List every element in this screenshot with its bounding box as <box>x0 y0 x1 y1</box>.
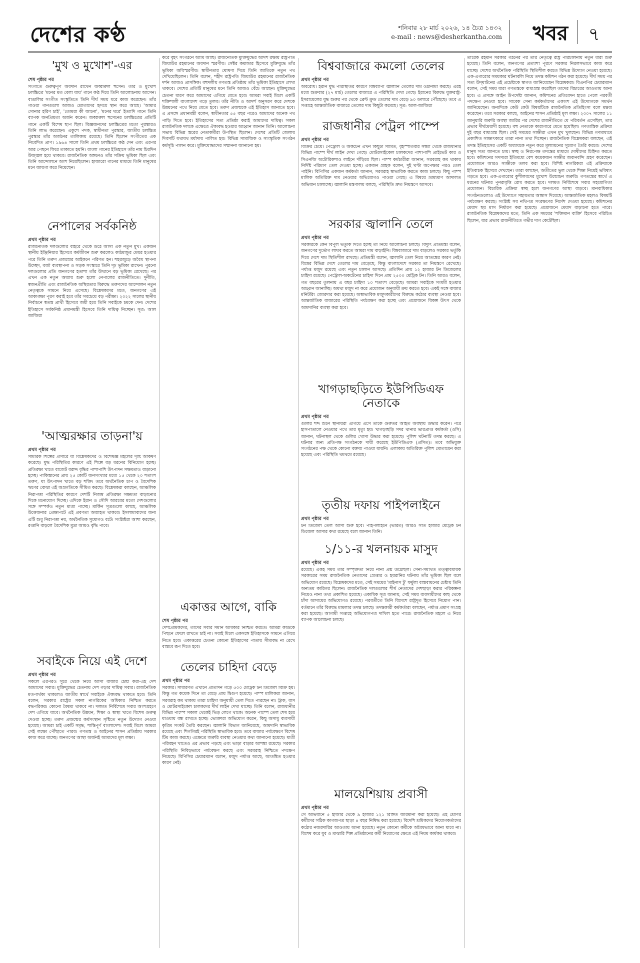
story-body: সরকার। সাধারণত এখানে প্রতিদিন গড়ে ৫০০ মেট্রিক টন ডিজেল বিক্রি হয়। কিন্তু গত কয়েক দিনে তা বেড়ে প্রায় দ্বিগুণ হয়েছে। পাম্প মালিকরা জানান, সরবরাহ কম থাকায় তারা চাহিদা অনুযায়ী তেল দিতে পারছেন না। ট্রাক, বাস ও মোটরসাইকেল চালকদের দীর্ঘ লাইন দেখা যাচ্ছে। তিনি বলেন, রাজধানীর বিভিন্ন পাম্পে সকাল থেকেই ভিড় লেগে থাকে। অনেক পাম্পে তেল শেষ হয়ে যাওয়ায় বন্ধ রাখতে হচ্ছে। ভোক্তারা অভিযোগ করেন, কিছু অসাধু ব্যবসায়ী কৃত্রিম সংকট তৈরি করছেন। জ্বালানি বিভাগ জানিয়েছে, আমদানি স্বাভাবিক রয়েছে এবং শিগগিরই পরিস্থিতি স্বাভাবিক হবে। তবে বাজার পর্যবেক্ষণে বিশেষ টিম কাজ করছে। এক্ষেত্রে জরুরি ব্যবস্থা নেওয়ার কথা জানানো হয়েছে। যাত্রী পরিবহন খাতেও এর প্রভাব পড়ছে এবং ভাড়া বাড়ার আশঙ্কা রয়েছে। সরকার পরিস্থিতি নিবিড়ভাবে পর্যবেক্ষণ করছে এবং সরবরাহ নিশ্চিতে পদক্ষেপ নিয়েছে। বিপিসির চেয়ারম্যান বলেন, মজুদ পর্যাপ্ত আছে, আতঙ্কিত হওয়ার কারণ নেই। <box>162 686 295 766</box>
story-body: সামরিক শিল্পের প্রসারে যা বিশ্লেষকদের ও বিশেষজ্ঞ মহলের দৃষ্টি আকর্ষণ করেছে। যুদ্ধ পরিস্থিতির কারণে এই শিল্পে বড় ধরনের বিনিয়োগ হচ্ছে। প্রতিরক্ষা খাতে বাজেট বরাদ্দ বৃদ্ধির পাশাপাশি উৎপাদন সক্ষমতাও বাড়ানো হচ্ছে। পাকিস্তানের প্রায় ২৫ কোটি জনসংখ্যার মধ্যে ১৫ থেকে ২০ শতাংশ তরুণ, যা উৎপাদন খাতে বড় শক্তি। তবে অর্থনৈতিক চাপ ও বৈদেশিক ঋণের বোঝা এই অগ্রগতিকে সীমিত করছে। বিশ্লেষকরা বলছেন, আঞ্চলিক নিরাপত্তা পরিস্থিতির কারণে দেশটি নিজস্ব প্রতিরক্ষা সক্ষমতা বাড়ানোর দিকে মনোযোগ দিচ্ছে। এদিকে ইরান ও সৌদি আরবের মতো দেশগুলোর সঙ্গে সম্পর্কও নতুন মাত্রা পাচ্ছে। মার্কিন সূত্রগুলো বলছে, আঞ্চলিক উত্তেজনার প্রেক্ষাপটে এই প্রবণতা অব্যাহত থাকবে। ইসলামাবাদের জন্য এটি শুধু নিরাপত্তা নয়, অর্থনৈতিক সুযোগও বটে। সংশ্লিষ্টরা আশা করছেন, রপ্তানি বাড়লে বৈদেশিক মুদ্রা আয়ও বৃদ্ধি পাবে। <box>28 455 156 529</box>
story-one-eleven <box>301 542 461 783</box>
story-body: বিক্রির চেয়ে। পেট্রোল ও অকটেন এখন কিছুটা সীমিত, বৃহস্পতিবার সন্ধ্যা থেকে রাজধানীর বিভিন্ন পাম্পে দীর্ঘ লাইন দেখা গেছে। মোটরসাইকেল চালকদের পাশাপাশি প্রাইভেট কার ও সিএনজি অটোরিকশাও লাইনে দাঁড়িয়ে ছিল। পাম্প কর্মচারীরা জানান, সরবরাহ কম থাকায় নির্দিষ্ট পরিমাণ তেল দেওয়া হচ্ছে। একজন গ্রাহক বলেন, দুই ঘণ্টা অপেক্ষার পরও তেল পাইনি। বিপিসির একজন কর্মকর্তা জানান, সরবরাহ স্বাভাবিক করতে কাজ চলছে। কিছু পাম্প মালিক অতিরিক্ত দাম নেওয়ার অভিযোগও পাওয়া গেছে। এ বিষয়ে ভ্রাম্যমাণ আদালত অভিযান চালাচ্ছে। জ্বালানি মন্ত্রণালয় বলছে, পরিস্থিতি দ্রুত নিয়ন্ত্রণে আসবে। <box>301 145 461 188</box>
jump-label: প্রথম পৃষ্ঠার পর <box>301 236 329 241</box>
story-sarkar-jalani <box>301 217 461 378</box>
jump-label: প্রথম পৃষ্ঠার পর <box>301 78 329 83</box>
headline[interactable]: তৃতীয় দফায় পাইপলাইনে <box>321 498 441 512</box>
story-tritiyo-dofa <box>301 498 461 538</box>
story-sobaike-niye <box>28 654 156 865</box>
jump-label: প্রথম পৃষ্ঠার পর <box>301 517 329 522</box>
headline[interactable]: নেপালের সর্বকনিষ্ঠ <box>47 219 137 233</box>
story-mukh-o-mukhosh <box>28 59 156 215</box>
story-body: সে অভিযানে ৫ হাজার থেকে ৯ হাজার ১২১ রিঙ্গিত জরিমানা করা হয়েছে। এই শ্রেণির কর্মীদের সঠিক কাগজপত্র ছাড়া ৪ বছর নিষিদ্ধ করা হয়েছে। বিদেশি শ্রমিকদের নিয়োগকর্তাদের কঠোর নজরদারির আওতায় আনা হয়েছে। নতুন কোনো কর্মীকে অবৈধভাবে আনা যাবে না। বিশেষ করে যুব ও মাঝারি শিল্প প্রতিষ্ঠানের কর্মী নিয়োগের ক্ষেত্রে এই নিয়ম কার্যকর থাকবে। <box>301 813 461 837</box>
column-divider <box>298 58 299 948</box>
jump-label: প্রথম পৃষ্ঠার পর <box>301 415 329 420</box>
divider <box>577 20 578 44</box>
masthead-meta <box>391 24 502 42</box>
story-nepal <box>28 219 156 425</box>
story-body: দেশপ্রেমিকদের, তাদের সবার সমান অধিকার নিশ্চিত করতে। আমরা কাউকে পিছনে ফেলে রাখতে চাই না। সবাই মিলে একসঙ্গে ইতিহাসকে সামনে এগিয়ে নিতে হবে। একাত্তরের চেতনা কোনো ইতিহাসের পাতায় সীমাবদ্ধ না রেখে বাস্তবে রূপ দিতে হবে। <box>162 626 295 650</box>
story-body: টন ডিজেল তেল আসা শুরু হবে। পাইপলাইনে (ভারত) আরও সাত হাজার মেট্রিক টন ডিজেল আসার কথা রয়েছে বলে জানান তিনি। <box>301 524 461 536</box>
headline[interactable]: বিশ্ববাজারে কমলো তেলের <box>317 59 445 73</box>
jump-label: প্রথম পৃষ্ঠার পর <box>28 673 56 678</box>
story-body: সরকারকে কেন বিপুল ভর্তুকি দিতে হচ্ছে তা নিয়ে আলোচনা চলছে। বিদ্যুৎ প্রতিমন্ত্রী বলেন, জনগণের দুর্ভোগ লাঘব করতে আমরা দাম বাড়াইনি। বিশ্ববাজারে দাম বাড়লেও সরকার ভর্তুকি দিয়ে দেশে দাম স্থিতিশীল রাখছে। প্রতিমন্ত্রী বলেন, জ্বালানি তেল নিয়ে আতঙ্কের কারণ নেই। বিশ্বের বিভিন্ন দেশে তেলের দাম বেড়েছে, কিন্তু বাংলাদেশে সরকার তা নিয়ন্ত্রণে রেখেছে। পর্যাপ্ত মজুদ রয়েছে এবং নতুন চালান আসছে। প্রতিদিন প্রায় ১২ হাজার টন ডিজেলের চাহিদা রয়েছে। পেট্রোল-অকটেনের চাহিদা দিনে প্রায় ২৫০০ মেট্রিক টন। তিনি আরও বলেন, গত বছরের তুলনায় এ বছর চাহিদা ১০ শতাংশ বেড়েছে। আমরা সবাইকে সংযমী হওয়ার আহ্বান জানাচ্ছি। অযথা মজুদ না করে প্রয়োজন অনুযায়ী ক্রয় করতে হবে। একই সঙ্গে বাজার মনিটরিং জোরদার করা হয়েছে। অস্বাভাবিক মজুদকারীদের বিরুদ্ধে কঠোর ব্যবস্থা নেওয়া হবে। আন্তর্জাতিক বাজারের পরিস্থিতি পর্যবেক্ষণ করা হচ্ছে এবং প্রয়োজনে বিকল্প উৎস থেকে আমদানির ব্যবস্থা করা হবে। <box>301 243 461 311</box>
column-1 <box>28 56 156 956</box>
column-divider <box>159 58 160 948</box>
story-continuation <box>467 56 612 926</box>
story-body: সকলে এরপরও সুরে থেকে নিয়ে আসা বাজার চেষ্টা করা-এই দেশ আমাদের সবার। মুক্তিযুদ্ধের চেতনায় দেশ গড়ার দায়িত্ব সবার। রাজনৈতিক মতপার্থক্য থাকলেও জাতীয় স্বার্থে সবাইকে ঐক্যবদ্ধ থাকতে হবে। তিনি বলেন, সরকার রাষ্ট্রের সকল নাগরিকের অধিকার নিশ্চিত করতে বদ্ধপরিকর। কোনো বৈষম্য থাকবে না। দলমত নির্বিশেষে সবার অংশগ্রহণে দেশ এগিয়ে যাবে। অর্থনৈতিক উন্নয়ন, শিক্ষা ও স্বাস্থ্য খাতে বিশেষ গুরুত্ব দেওয়া হচ্ছে। তরুণ প্রজন্মের কর্মসংস্থান সৃষ্টিতে নতুন উদ্যোগ নেওয়া হয়েছে। আমরা চাই একটি সমৃদ্ধ, শান্তিপূর্ণ বাংলাদেশ। সবাই মিলে আমরা সেই লক্ষ্যে পৌঁছাতে পারব। গণতন্ত্র ও আইনের শাসন প্রতিষ্ঠায় সরকার কাজ করে যাচ্ছে। জনগণের আস্থা অর্জনই আমাদের মূল লক্ষ্য। <box>28 680 156 742</box>
headline[interactable]: সরকার জ্বালানি তেলে <box>328 217 434 231</box>
column-2 <box>162 56 295 956</box>
story-malaysia <box>301 787 461 863</box>
jump-label: প্রথম পৃষ্ঠার পর <box>162 679 190 684</box>
jump-label: শেষ পৃষ্ঠার পর <box>162 619 188 624</box>
jump-label: প্রথম পৃষ্ঠার পর <box>28 448 56 453</box>
story-body: তারেক রহমান সরকার গঠনের পর তাঁর নেতৃত্বে রাষ্ট্র পরিচালনায় নতুন ধারা শুরু হয়েছে। তিনি বলেন, জনগণের প্রত্যাশা পূরণে সরকার নিরলসভাবে কাজ করে যাচ্ছে। দেশের অর্থনৈতিক পরিস্থিতি স্থিতিশীল করতে বিভিন্ন উদ্যোগ নেওয়া হয়েছে। এক-এগারোর সময়কার ঘটনাবলি নিয়ে তদন্ত কমিশন গঠন করা হয়েছে। দীর্ঘ সময় পর সত্য উদ্‌ঘাটনের এই প্রচেষ্টাকে স্বাগত জানিয়েছেন বিশ্লেষকরা। বিএনপির চেয়ারম্যান বলেন, সেই সময় যারা গণতন্ত্রকে বাধাগ্রস্ত করেছিল তাদের বিচারের আওতায় আনা হবে। এ প্রসঙ্গে আইন উপদেষ্টা জানান, কমিশনের প্রতিবেদন হাতে পেলে পরবর্তী পদক্ষেপ নেওয়া হবে। সাবেক সেনা কর্মকর্তাদের একাংশ এই উদ্যোগকে সমর্থন জানিয়েছেন। অন্যদিকে কেউ কেউ বিষয়টিকে রাজনৈতিক প্রতিহিংসা বলে মন্তব্য করেছেন। তবে সরকার বলছে, আইনের শাসন প্রতিষ্ঠাই মূল লক্ষ্য। ২০০৭ সালের ১১ জানুয়ারি জরুরি অবস্থা জারির পর দেশের রাজনীতিতে যে পরিবর্তন এসেছিল, তার প্রভাব দীর্ঘমেয়াদী হয়েছে। বহু নেতাকে কারাগারে যেতে হয়েছিল। গণতান্ত্রিক প্রক্রিয়া দুই বছর বাধাগ্রস্ত ছিল। সেই সময়ের সাক্ষীরা এখন মুখ খুলছেন। বিভিন্ন গণমাধ্যমে প্রকাশিত সাক্ষাৎকারে তারা নানা তথ্য দিচ্ছেন। রাজনৈতিক বিশ্লেষকরা বলছেন, এই তদন্ত ইতিহাসের একটি অধ্যায়কে নতুন করে মূল্যায়নের সুযোগ তৈরি করবে। দেশের মানুষ সত্য জানতে চায়। স্বচ্ছ ও নিরপেক্ষ তদন্তের মাধ্যমে দোষীদের চিহ্নিত করতে হবে। কমিশনের সদস্যরা ইতিমধ্যে বেশ কয়েকজন সাক্ষীর জবানবন্দি গ্রহণ করেছেন। প্রয়োজনে আরও সাক্ষীকে তলব করা হবে। বিশিষ্ট নাগরিকরা এই প্রক্রিয়াকে ইতিবাচক হিসেবে দেখছেন। তারা বলছেন, অতীতের ভুল থেকে শিক্ষা নিয়েই ভবিষ্যৎ গড়তে হবে। এক-এগারোর কুশীলবদের মুখোশ উন্মোচন জরুরি। গণতন্ত্রের স্বার্থে এ ধরনের ঘটনার পুনরাবৃত্তি রোধ করতে হবে। দলমত নির্বিশেষে সবার সহযোগিতা প্রয়োজন। বিচারিক প্রক্রিয়া স্বচ্ছ হলে জনগণের আস্থা বাড়বে। মানবাধিকার সংগঠনগুলোও এই উদ্যোগে সহায়তার আশ্বাস দিয়েছে। আন্তর্জাতিক মহলও বিষয়টি পর্যবেক্ষণ করছে। সংশ্লিষ্ট সব নথিপত্র সংরক্ষণের নির্দেশ দেওয়া হয়েছে। কমিশনের মেয়াদ ছয় মাস নির্ধারণ করা হয়েছে। প্রয়োজনে মেয়াদ বাড়ানো হতে পারে। রাজনৈতিক বিশ্লেষকদের মতে, তিনি এক সময়ের 'শক্তিমান ব্যক্তি' হিসেবে পরিচিত ছিলেন, যার প্রভাব রাজনীতিতে গভীর দাগ কেটেছিল। <box>467 56 612 224</box>
jump-label: শেষ পৃষ্ঠার পর <box>28 78 54 83</box>
column-4 <box>467 56 612 936</box>
newspaper-logo: দেশের কণ্ঠ <box>30 22 126 48</box>
column-divider <box>464 58 465 948</box>
story-ekattor <box>162 600 295 656</box>
headline[interactable]: ১/১১-র খলনায়ক মাসুদ <box>324 542 438 556</box>
story-rajdhani-petrol <box>301 119 461 213</box>
story-khagrachari <box>301 382 461 494</box>
headline[interactable]: তেলের চাহিদা বেড়ে <box>180 660 277 674</box>
headline[interactable]: খাগড়াছড়িতে ইউপিডিএফ নেতাকে <box>318 382 444 410</box>
jump-label: প্রথম পৃষ্ঠার পর <box>301 806 329 811</box>
contact-email: e-mail : news@desherkantha.com <box>391 33 502 41</box>
story-body: করে বৃহৎ সংগঠনে আমি আছি। রাজনৈতিক মুক্তিযুদ্ধের আদর্শ রক্ষায় রাষ্ট্রপতি জিয়াউর রহমানের অবদান স্মরণীয়। সেক্টর কমান্ডার হিসেবে মুক্তিযুদ্ধে তাঁর ভূমিকা অবিস্মরণীয়। স্বাধীনতার ঘোষণা দিয়ে তিনি জাতিকে নতুন পথ দেখিয়েছিলেন। তিনি বলেন, শহীদ রাষ্ট্রপতি জিয়াউর রহমানের রাজনৈতিক দর্শন আজও প্রাসঙ্গিক। বহুদলীয় গণতন্ত্র প্রতিষ্ঠায় তাঁর ভূমিকা ইতিহাসে লেখা থাকবে। দেশের প্রতিটি মানুষের মনে তিনি আজও বেঁচে আছেন। মুক্তিযুদ্ধের চেতনা ধারণ করে আমাদের এগিয়ে যেতে হবে। আমরা সবাই মিলে একটি শক্তিশালী বাংলাদেশ গড়ে তুলব। তাঁর নীতি ও আদর্শ অনুসরণ করে দেশকে উন্নয়নের পথে নিয়ে যেতে হবে। তরুণ প্রজন্মকে এই ইতিহাস জানাতে হবে। এ প্রসঙ্গে প্রধানমন্ত্রী বলেন, স্বাধীনতার ৫৫ বছর পরেও আমাদের অনেক পথ পাড়ি দিতে হবে। ইতিহাসের সত্য প্রতিষ্ঠা করাই আমাদের দায়িত্ব। সকল রাজনৈতিক দলকে এক্ষেত্রে ঐক্যবদ্ধ হওয়ার আহ্বান জানান তিনি। আলোচনা সভায় বিভিন্ন স্তরের নেতাকর্মীরা উপস্থিত ছিলেন। দেশের প্রতিটি জেলায় দিবসটি যথাযথ মর্যাদায় পালিত হয়। বিভিন্ন সামাজিক ও সাংস্কৃতিক সংগঠন কর্মসূচি পালন করে। মুক্তিযোদ্ধাদের সম্মাননা জানানো হয়। <box>162 56 295 149</box>
story-tel-chahida <box>162 660 295 836</box>
masthead <box>28 14 612 52</box>
column-3 <box>301 56 461 956</box>
section-title: খবর <box>532 21 568 45</box>
story-body: গুলির শব্দ শুনে স্থানীয়রা এগিয়ে এসে তাকে গুরুতর আহত অবস্থায় উদ্ধার করেন। পরে হাসপাতালে নেওয়ার পথে তার মৃত্যু হয়। খাগড়াছড়ি সদর থানার ভারপ্রাপ্ত কর্মকর্তা (ওসি) জানান, ঘটনাস্থল থেকে গুলির খোসা উদ্ধার করা হয়েছে। পুলিশ ঘটনাটি তদন্ত করছে। এ ঘটনার জন্য প্রতিপক্ষ সংগঠনকে দায়ী করেছে ইউপিডিএফ (প্রসিত)। তবে অভিযুক্ত সংগঠনের পক্ষ থেকে কোনো বক্তব্য পাওয়া যায়নি। এলাকায় অতিরিক্ত পুলিশ মোতায়েন করা হয়েছে এবং পরিস্থিতি থমথমে রয়েছে। <box>301 422 461 459</box>
story-body: সংগীতে গুরুত্বপূর্ণ অবদান রাখেন জব্বারুল হুসেন। তার ও মুখোশ চলচ্চিত্রে 'মনের মত বেলা যায়' গানে কণ্ঠ দিয়ে তিনি আলোচনায় আসেন। বাঙালির সংগীত সংস্কৃতিতে তিনি দীর্ঘ সময় ধরে কাজ করেছেন। তাঁর গাওয়া গানগুলো আজও শ্রোতাদের হৃদয়ে স্থান করে আছে। 'আমার সোনার হরিণ চাই', 'তোমরা কী জানো', 'মনের ঘরে' ইত্যাদি গানে তিনি ব্যাপক জনপ্রিয়তা অর্জন করেন। জব্বারুল হুসেনের চলচ্চিত্রের প্রতিটি গানে একটি বিশেষ ছাপ ছিল। বিজ্ঞজনদের চলচ্চিত্রের মতো পুরস্কারও তিনি লাভ করেছেন। একুশে পদক, স্বাধীনতা পুরস্কার, জাতীয় চলচ্চিত্র পুরস্কার তাঁর অর্জনের তালিকায় রয়েছে। তিনি ছিলেন সংগীতের এক নিবেদিত প্রাণ। ১৯৬৪ সালে তিনি প্রথম চলচ্চিত্রে কণ্ঠ দেন এবং এরপর আর পেছনে ফিরে তাকাতে হয়নি। বাংলা গানের ইতিহাসে তাঁর নাম চিরদিন উজ্জ্বল হয়ে থাকবে। রাজনৈতিক অঙ্গনেও তাঁর সক্রিয় ভূমিকা ছিল এবং তিনি আন্দোলনে অংশ নিয়েছিলেন। হাজারো গানের মাধ্যমে তিনি মানুষের মনে জায়গা করে নিয়েছেন। <box>28 85 156 172</box>
jump-label: প্রথম পৃষ্ঠার পর <box>301 138 329 143</box>
headline[interactable]: একাত্তর আগে, বাকি <box>180 600 277 614</box>
jump-label: প্রথম পৃষ্ঠার পর <box>28 238 56 243</box>
story-body: রয়েছে। একই সময় তাঁর সম্পৃক্ততা নিয়ে নানা প্রশ্ন উঠেছিল। সেনা-সমর্থিত তত্ত্বাবধায়ক সরকারের সময় রাজনৈতিক নেতাদের গ্রেপ্তার ও হয়রানির ঘটনায় তাঁর ভূমিকা ছিল বলে অভিযোগ রয়েছে। বিশ্লেষকদের মতে, সেই সময়ের 'মাইনাস টু' ফর্মুলা বাস্তবায়নের চেষ্টায় তিনি অন্যতম কারিগর ছিলেন। রাজনৈতিক দলগুলোর শীর্ষ নেতাদের দেশছাড়া করার পরিকল্পনা নিয়েও নানা তথ্য প্রকাশিত হয়েছে। একাধিক সূত্র জানায়, সেই সময় ব্যবসায়ীদের কাছ থেকে চাঁদা আদায়ের অভিযোগও রয়েছে। পরবর্তীতে তিনি বিদেশে রাষ্ট্রদূত হিসেবে নিয়োগ পান। বর্তমানে তাঁর বিরুদ্ধে মামলার তদন্ত চলছে। তদন্তকারী কর্মকর্তারা বলছেন, পর্যাপ্ত প্রমাণ সংগ্রহ করা হয়েছে। আগামী সপ্তাহে অভিযোগপত্র দাখিল হতে পারে। রাজনৈতিক মহলে এ নিয়ে ব্যাপক আলোচনা চলছে। <box>301 568 461 623</box>
headline[interactable]: রাজধানীর পেট্রল পাম্পে <box>322 119 440 133</box>
story-continuation <box>162 56 295 596</box>
headline[interactable]: সবাইকে নিয়ে এই দেশে <box>37 654 147 668</box>
story-atmaraksha <box>28 429 156 650</box>
issue-date: শনিবার ২৮ মার্চ ২০২৬, ১৪ চৈত্র ১৪৩২ <box>398 24 502 32</box>
story-bishwabajar <box>301 59 461 115</box>
page-number: ৭ <box>588 24 600 45</box>
masthead-rule <box>28 51 612 53</box>
headline[interactable]: 'আত্মরক্ষার তাড়না'য় <box>41 429 143 443</box>
headline[interactable]: 'মুখ ও মুখোশ'-এর <box>51 59 133 72</box>
headline[interactable]: মালয়েশিয়ায় প্রবাসী <box>334 787 428 801</box>
jump-label: প্রথম পৃষ্ঠার পর <box>301 561 329 566</box>
divider <box>509 20 510 44</box>
story-body: অবরোধ। ইরান যুদ্ধ পরিস্থিতির কারণে বিশ্বব্যাপী জ্বালানি তেলের দাম ওঠানামা করছে। এরই মধ্যে শুক্রবার (২৭ মার্চ) তেলের বাজারে এ পরিস্থিতি দেখা গেছে। ইরানের বিরুদ্ধে যুক্তরাষ্ট্র-ইসরায়েলের যুদ্ধ শুরুর পর থেকে ব্রেন্ট ক্রুড তেলের দাম বেড়ে ৯০ ডলারে পৌঁছেছে। তবে এ সপ্তাহে আন্তর্জাতিক বাজারে তেলের দাম কিছুটা কমেছে। সূত্র: আল-জাজিরা <box>301 85 461 109</box>
story-body: রাজনৈতিক দলগুলোর বাইরে থেকে উঠে আসা এক নতুন মুখ। একজন স্থানীয় ইঞ্জিনিয়ার হিসেবে কর্মজীবন শুরু করলেও কাঠমান্ডুর মেয়র হওয়ার পরে তিনি তরুণ প্রজন্মের আইকনে পরিণত হন। শহরজুড়ে অবৈধ স্থাপনা উচ্ছেদ, বর্জ্য ব্যবস্থাপনা ও সড়ক সংস্কারে তিনি দৃঢ় ভূমিকা রাখেন। পুরনো দলগুলোর প্রতি জনগণের হতাশা তাঁর উত্থানে বড় ভূমিকা রেখেছে। পর এখন এক নতুন অধ্যায় শুরু হলো নেপালের রাজনীতিতে। দুর্নীতি, স্বজনপ্রীতি এবং রাজনৈতিক অস্থিরতার বিরুদ্ধে তরুণদের আন্দোলন নতুন নেতৃত্বকে সামনে নিয়ে এসেছে। বিশ্লেষকদের মতে, জনগণের এই আকাঙ্ক্ষা পূরণ করাই হবে তাঁর সবচেয়ে বড় পরীক্ষা। ২০২২ সালের স্থানীয় নির্বাচনে স্বতন্ত্র প্রার্থী হিসেবে জয়ী হয়ে তিনি সবাইকে চমকে দেন। দেশের ইতিহাসে সর্বকনিষ্ঠ প্রধানমন্ত্রী হিসেবে তিনি দায়িত্ব নিচ্ছেন। সূত্র: আল জাজিরা <box>28 245 156 319</box>
